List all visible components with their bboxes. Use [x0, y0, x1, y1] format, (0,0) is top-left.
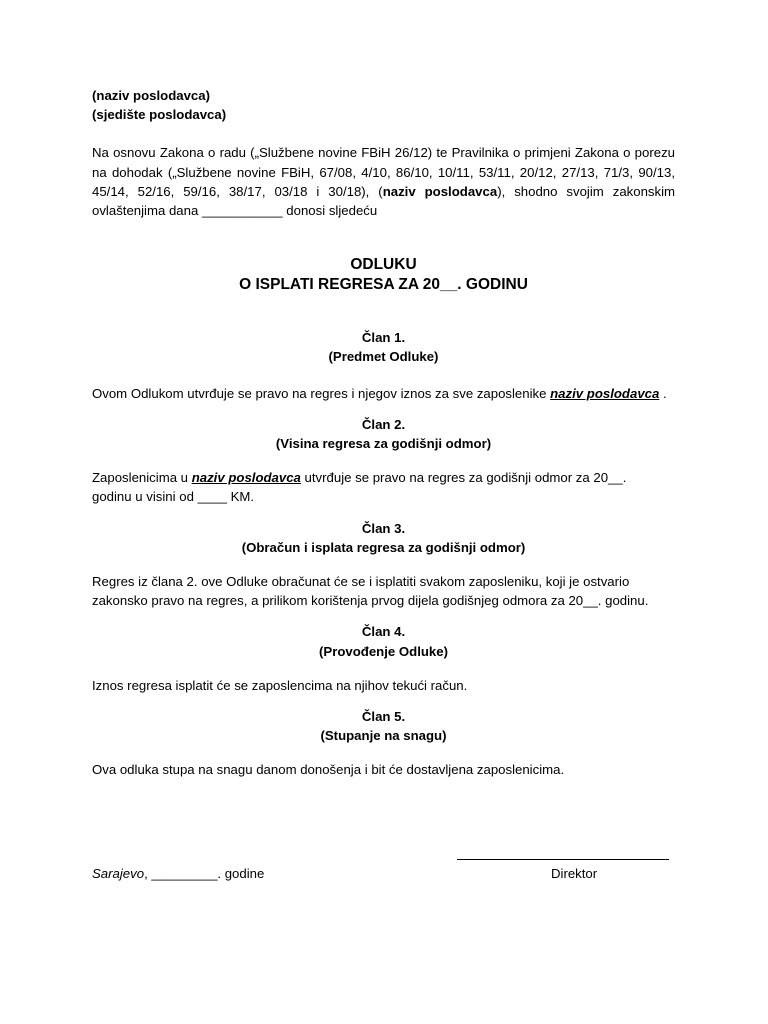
article-1	[92, 328, 675, 403]
article-text-part: .	[659, 385, 667, 401]
intro-part2: ), shodno svojim zakonskim ovlaštenjima dana ___________ donosi sljedeću	[92, 183, 676, 219]
article-text	[92, 384, 675, 403]
article-text-part: utvrđuje se pravo na regres za godišnji odmor za 20__. godinu u visini od ____ KM.	[92, 470, 627, 505]
document-title	[92, 255, 675, 295]
title-line2: O ISPLATI REGRESA ZA 20__. GODINU	[239, 276, 528, 294]
signature-line	[457, 859, 669, 860]
article-heading: Član 4.	[361, 624, 406, 640]
article-text-part: Ovom Odlukom utvrđuje se pravo na regres i njegov iznos za sve zaposlenike	[92, 385, 551, 401]
intro-part1: Na osnovu Zakona o radu („Službene novine FBiH 26/12) te Pravilnika o primjeni Zakona o porezu na dohodak („Službene novine FBiH, 67/08, 4/10, 86/10, 10/11, 53/11, 20/12, 27/13, 71/3, 90/13, 45/14, 52/16, 59/16, 38/17, 03/18 i 30/18), (	[92, 145, 675, 199]
article-heading: Član 1.	[361, 330, 406, 346]
article-text: Ova odluka stupa na snagu danom donošenja i bit će dostavljena zaposlenicima.	[92, 762, 565, 778]
article-heading: Član 5.	[361, 709, 406, 725]
date-blank: , _________. godine	[144, 866, 265, 881]
intro-paragraph	[92, 143, 675, 220]
article-2	[92, 415, 675, 507]
article-subheading: (Predmet Odluke)	[328, 349, 439, 365]
document-body	[92, 86, 675, 780]
article-subheading: (Obračun i isplata regresa za godišnji odmor)	[241, 539, 526, 555]
article-text	[92, 468, 667, 506]
article-heading: Član 2.	[361, 416, 406, 432]
intro-employer-bold: naziv poslodavca	[382, 183, 498, 199]
article-subheading: (Provođenje Odluke)	[319, 643, 448, 659]
article-5	[92, 707, 675, 780]
article-text: Regres iz člana 2. ove Odluke obračunat će se i isplatiti svakom zaposleniku, koji je ostvario zakonsko pravo na regres, a prilikom korištenja prvog dijela godišnjeg odmora za 20__. godinu.	[92, 574, 649, 609]
employer-name: (naziv poslodavca)	[92, 88, 210, 103]
article-subheading: (Visina regresa za godišnji odmor)	[275, 436, 492, 452]
place-date	[92, 864, 264, 883]
article-subheading: (Stupanje na snagu)	[320, 728, 447, 744]
article-3	[92, 519, 675, 611]
article-text: Iznos regresa isplatit će se zaposlencima na njihov tekući račun.	[92, 677, 468, 693]
signature-role: Direktor	[551, 866, 598, 881]
article-text-part: Zaposlenicima u	[92, 470, 192, 486]
employer-seat: (sjedište poslodavca)	[92, 107, 227, 123]
city: Sarajevo	[92, 866, 145, 881]
article-4	[92, 622, 675, 695]
employer-placeholder: naziv poslodavca	[191, 470, 301, 486]
title-line1: ODLUKU	[350, 256, 417, 274]
article-heading: Član 3.	[361, 520, 406, 536]
employer-placeholder: naziv poslodavca	[550, 385, 660, 401]
